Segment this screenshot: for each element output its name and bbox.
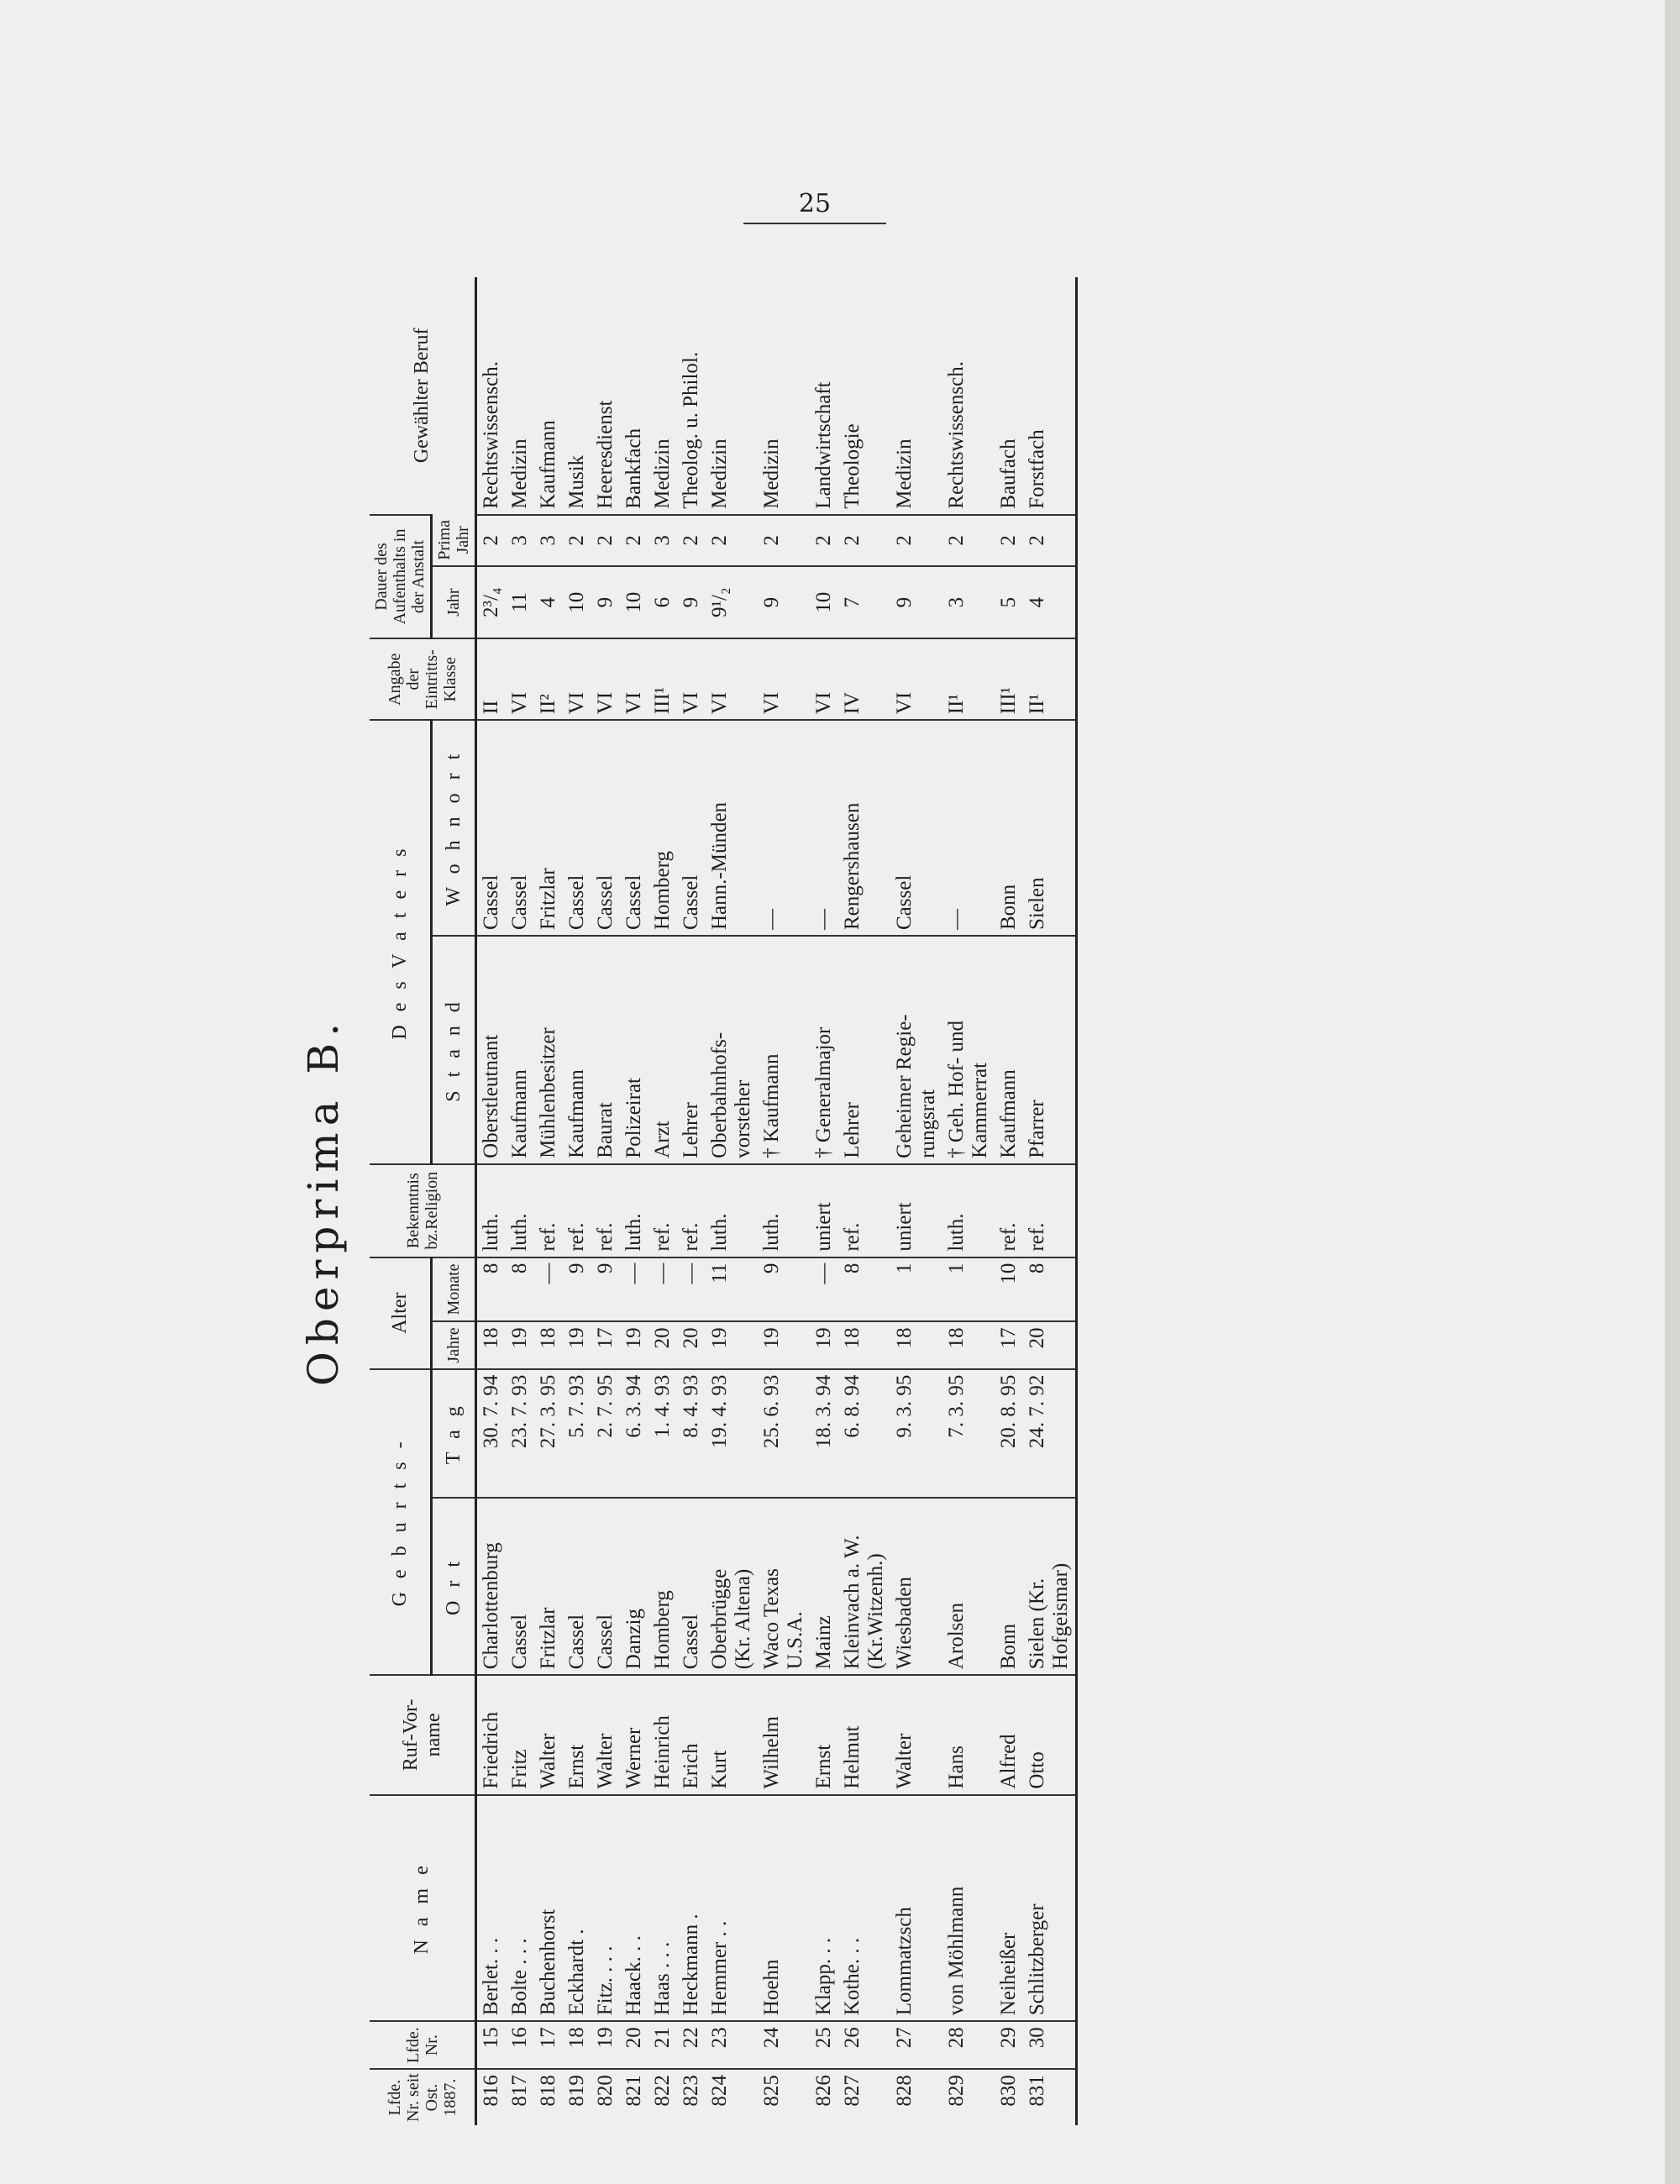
cell-birth-date: 25. 6. 93 bbox=[758, 1369, 810, 1498]
cell-career: Theologie bbox=[841, 423, 864, 509]
cell-career: Musik bbox=[565, 454, 588, 509]
header-beruf: Gewählter Beruf bbox=[370, 277, 476, 515]
page-number-rule bbox=[743, 223, 886, 224]
cell-entry-class: IV bbox=[838, 638, 890, 720]
table-row bbox=[995, 277, 1023, 2125]
cell-num: 22 bbox=[677, 2021, 706, 2069]
header-geb-ort: O r t bbox=[432, 1498, 476, 1675]
cell-father-occupation: † Kaufmann bbox=[758, 936, 810, 1164]
cell-years-school: 3 bbox=[942, 566, 995, 638]
page-number: 25 bbox=[798, 189, 832, 218]
cell-birth-date: 7. 3. 95 bbox=[942, 1369, 995, 1498]
cell-father-residence: Cassel bbox=[677, 720, 706, 936]
cell-birth-date: 6. 8. 94 bbox=[838, 1369, 890, 1498]
cell-career: Forstfach bbox=[1023, 277, 1077, 515]
cell-religion: ref. bbox=[995, 1164, 1023, 1257]
cell-age-years: 19 bbox=[810, 1321, 838, 1368]
header-num: Lfde. Nr. bbox=[370, 2021, 476, 2069]
cell-entry-class: VI bbox=[758, 638, 810, 720]
header-row-1 bbox=[370, 277, 432, 2125]
cell-birth-date: 19. 4. 93 bbox=[706, 1369, 758, 1498]
cell-entry-class: VI bbox=[563, 638, 591, 720]
cell-rufname: Alfred bbox=[995, 1675, 1023, 1794]
cell-num: 28 bbox=[942, 2021, 995, 2069]
cell-religion: ref. bbox=[1023, 1164, 1077, 1257]
cell-father-residence: Cassel bbox=[563, 720, 591, 936]
cell-name: Berlet. . . bbox=[476, 1795, 507, 2022]
header-alter-monate: Monate bbox=[432, 1257, 476, 1322]
cell-years-prima: 2 bbox=[591, 515, 620, 566]
header-name: N a m e bbox=[370, 1795, 476, 2022]
cell-age-months: 11 bbox=[706, 1257, 758, 1322]
cell-age-years: 19 bbox=[706, 1321, 758, 1368]
cell-age-years: 18 bbox=[942, 1321, 995, 1368]
cell-name: von Möhlmann bbox=[942, 1795, 995, 2022]
cell-age-years: 17 bbox=[995, 1321, 1023, 1368]
cell-birth-date: 1. 4. 93 bbox=[648, 1369, 677, 1498]
cell-birth-date: 6. 3. 94 bbox=[620, 1369, 648, 1498]
cell-religion: ref. bbox=[838, 1164, 890, 1257]
cell-years-school: 9¹/₂ bbox=[706, 566, 758, 638]
cell-father-occupation: Lehrer bbox=[838, 936, 890, 1164]
cell-entry-class: VI bbox=[706, 638, 758, 720]
cell-father-residence: Cassel bbox=[476, 720, 507, 936]
cell-age-years: 19 bbox=[620, 1321, 648, 1368]
cell-career: Rechtswissensch. bbox=[480, 361, 502, 509]
cell-age-months: 10 bbox=[995, 1257, 1023, 1322]
cell-age-months: 8 bbox=[1023, 1257, 1077, 1322]
cell-num-since: 825 bbox=[758, 2069, 810, 2125]
cell-num-since: 818 bbox=[534, 2069, 563, 2125]
cell-num: 26 bbox=[838, 2021, 890, 2069]
cell-num-since: 827 bbox=[838, 2069, 890, 2125]
cell-rufname: Heinrich bbox=[648, 1675, 677, 1794]
cell-rufname: Walter bbox=[890, 1675, 942, 1794]
cell-age-years: 19 bbox=[563, 1321, 591, 1368]
table-body bbox=[476, 277, 1077, 2125]
cell-birth-date: 5. 7. 93 bbox=[563, 1369, 591, 1498]
cell-career: Rechtswissensch. bbox=[945, 361, 968, 509]
cell-religion: uniert bbox=[810, 1164, 838, 1257]
cell-career: Medizin bbox=[651, 438, 674, 509]
cell-age-years: 19 bbox=[506, 1321, 534, 1368]
cell-rufname: Helmut bbox=[838, 1675, 890, 1794]
cell-years-school: 4 bbox=[534, 566, 563, 638]
cell-age-months: — bbox=[620, 1257, 648, 1322]
cell-birth-place: Charlottenburg bbox=[476, 1498, 507, 1675]
cell-birth-place: Kleinvach a. W. (Kr.Witzenh.) bbox=[838, 1498, 890, 1675]
cell-age-months: 9 bbox=[591, 1257, 620, 1322]
cell-father-occupation: † Geh. Hof- und Kammerrat bbox=[942, 936, 995, 1164]
cell-name: Bolte . . . bbox=[506, 1795, 534, 2022]
table-title: Oberprima B. bbox=[299, 1016, 348, 1387]
rotated-table-block bbox=[286, 277, 1445, 2125]
cell-religion: ref. bbox=[534, 1164, 563, 1257]
cell-num-since: 816 bbox=[476, 2069, 507, 2125]
cell-father-occupation: Kaufmann bbox=[995, 936, 1023, 1164]
cell-years-school: 11 bbox=[506, 566, 534, 638]
cell-age-months: 1 bbox=[942, 1257, 995, 1322]
cell-career: Heeresdienst bbox=[594, 400, 617, 509]
cell-religion: luth. bbox=[476, 1164, 507, 1257]
cell-years-prima: 2 bbox=[995, 515, 1023, 566]
cell-name: Haack. . . bbox=[620, 1795, 648, 2022]
cell-num: 25 bbox=[810, 2021, 838, 2069]
cell-name: Heckmann . bbox=[677, 1795, 706, 2022]
cell-years-prima: 3 bbox=[648, 515, 677, 566]
table-row bbox=[1023, 277, 1077, 2125]
cell-years-prima: 3 bbox=[534, 515, 563, 566]
cell-father-occupation: Kaufmann bbox=[563, 936, 591, 1164]
cell-religion: uniert bbox=[890, 1164, 942, 1257]
cell-age-years: 20 bbox=[648, 1321, 677, 1368]
cell-father-occupation: Polizeirat bbox=[620, 936, 648, 1164]
cell-name: Klapp. . . bbox=[810, 1795, 838, 2022]
cell-num-since: 826 bbox=[810, 2069, 838, 2125]
header-dauer-prima: Prima Jahr bbox=[432, 515, 476, 566]
cell-entry-class: VI bbox=[506, 638, 534, 720]
cell-birth-place: Cassel bbox=[591, 1498, 620, 1675]
table-row bbox=[534, 277, 563, 2125]
cell-num-since: 829 bbox=[942, 2069, 995, 2125]
cell-age-months: 8 bbox=[506, 1257, 534, 1322]
cell-num-since: 817 bbox=[506, 2069, 534, 2125]
cell-birth-place: Wiesbaden bbox=[890, 1498, 942, 1675]
cell-entry-class: VI bbox=[591, 638, 620, 720]
cell-birth-place: Fritzlar bbox=[534, 1498, 563, 1675]
cell-age-months: 8 bbox=[838, 1257, 890, 1322]
cell-num: 29 bbox=[995, 2021, 1023, 2069]
cell-years-school: 7 bbox=[838, 566, 890, 638]
table-row bbox=[942, 277, 995, 2125]
cell-rufname: Kurt bbox=[706, 1675, 758, 1794]
cell-age-months: 8 bbox=[476, 1257, 507, 1322]
cell-career: Kaufmann bbox=[537, 420, 559, 509]
cell-birth-date: 20. 8. 95 bbox=[995, 1369, 1023, 1498]
cell-birth-place: Sielen (Kr. Hofgeismar) bbox=[1023, 1498, 1077, 1675]
cell-name: Kothe. . . bbox=[838, 1795, 890, 2022]
cell-father-occupation: Geheimer Regie- rungsrat bbox=[890, 936, 942, 1164]
cell-num-since: 828 bbox=[890, 2069, 942, 2125]
cell-religion: ref. bbox=[591, 1164, 620, 1257]
cell-num-since: 830 bbox=[995, 2069, 1023, 2125]
cell-birth-date: 8. 4. 93 bbox=[677, 1369, 706, 1498]
cell-age-years: 17 bbox=[591, 1321, 620, 1368]
cell-rufname: Ernst bbox=[563, 1675, 591, 1794]
cell-rufname: Ernst bbox=[810, 1675, 838, 1794]
cell-entry-class: VI bbox=[620, 638, 648, 720]
cell-career: Medizin bbox=[508, 438, 531, 509]
cell-rufname: Friedrich bbox=[476, 1675, 507, 1794]
cell-name: Haas . . . bbox=[648, 1795, 677, 2022]
cell-num-since: 831 bbox=[1023, 2069, 1077, 2125]
cell-father-residence: — bbox=[810, 720, 838, 936]
table-row bbox=[620, 277, 648, 2125]
cell-rufname: Wilhelm bbox=[758, 1675, 810, 1794]
cell-father-residence: Cassel bbox=[506, 720, 534, 936]
cell-age-years: 18 bbox=[476, 1321, 507, 1368]
cell-birth-place: Oberbrügge (Kr. Altena) bbox=[706, 1498, 758, 1675]
cell-religion: luth. bbox=[942, 1164, 995, 1257]
cell-years-prima: 2 bbox=[706, 515, 758, 566]
cell-career: Landwirtschaft bbox=[812, 381, 835, 509]
cell-years-prima: 2 bbox=[1023, 515, 1077, 566]
table-row bbox=[476, 277, 507, 2125]
cell-birth-date: 9. 3. 95 bbox=[890, 1369, 942, 1498]
cell-num: 23 bbox=[706, 2021, 758, 2069]
cell-father-occupation: Arzt bbox=[648, 936, 677, 1164]
cell-father-occupation: Mühlenbesitzer bbox=[534, 936, 563, 1164]
cell-years-school: 2³/₄ bbox=[476, 566, 507, 638]
cell-age-years: 18 bbox=[534, 1321, 563, 1368]
table-row bbox=[677, 277, 706, 2125]
cell-years-school: 6 bbox=[648, 566, 677, 638]
cell-num-since: 821 bbox=[620, 2069, 648, 2125]
cell-num: 24 bbox=[758, 2021, 810, 2069]
cell-rufname: Otto bbox=[1023, 1675, 1077, 1794]
cell-birth-date: 27. 3. 95 bbox=[534, 1369, 563, 1498]
table-row bbox=[890, 277, 942, 2125]
cell-years-prima: 3 bbox=[506, 515, 534, 566]
cell-age-years: 18 bbox=[890, 1321, 942, 1368]
cell-age-years: 18 bbox=[838, 1321, 890, 1368]
cell-num-since: 820 bbox=[591, 2069, 620, 2125]
cell-father-residence: Hann.-Münden bbox=[706, 720, 758, 936]
cell-years-prima: 2 bbox=[890, 515, 942, 566]
cell-years-school: 4 bbox=[1023, 566, 1077, 638]
cell-num: 30 bbox=[1023, 2021, 1077, 2069]
student-table bbox=[370, 277, 1078, 2125]
table-row bbox=[506, 277, 534, 2125]
cell-entry-class: VI bbox=[677, 638, 706, 720]
cell-father-residence: Sielen bbox=[1023, 720, 1077, 936]
header-num-since: Lfde. Nr. seit Ost. 1887. bbox=[370, 2069, 476, 2125]
cell-entry-class: II¹ bbox=[1023, 638, 1077, 720]
cell-father-occupation: Baurat bbox=[591, 936, 620, 1164]
cell-years-school: 10 bbox=[620, 566, 648, 638]
cell-years-prima: 2 bbox=[677, 515, 706, 566]
cell-birth-place: Waco Texas U.S.A. bbox=[758, 1498, 810, 1675]
header-dauer: Dauer des Aufenthalts in der Anstalt bbox=[370, 515, 432, 639]
header-wohnort: W o h n o r t bbox=[432, 720, 476, 936]
cell-religion: luth. bbox=[506, 1164, 534, 1257]
cell-name: Fitz. . . . bbox=[591, 1795, 620, 2022]
cell-age-months: — bbox=[534, 1257, 563, 1322]
cell-religion: luth. bbox=[706, 1164, 758, 1257]
cell-num: 17 bbox=[534, 2021, 563, 2069]
cell-num-since: 822 bbox=[648, 2069, 677, 2125]
cell-birth-date: 24. 7. 92 bbox=[1023, 1369, 1077, 1498]
cell-father-residence: Cassel bbox=[620, 720, 648, 936]
cell-father-residence: Fritzlar bbox=[534, 720, 563, 936]
cell-father-residence: — bbox=[758, 720, 810, 936]
cell-career: Bankfach bbox=[622, 428, 645, 509]
table-row bbox=[758, 277, 810, 2125]
cell-father-occupation: Lehrer bbox=[677, 936, 706, 1164]
cell-entry-class: VI bbox=[890, 638, 942, 720]
cell-birth-place: Danzig bbox=[620, 1498, 648, 1675]
cell-name: Hemmer . . bbox=[706, 1795, 758, 2022]
table-row bbox=[648, 277, 677, 2125]
header-vater: D e s V a t e r s bbox=[370, 720, 432, 1164]
header-dauer-anstalt: Jahr bbox=[432, 566, 476, 638]
cell-birth-place: Arolsen bbox=[942, 1498, 995, 1675]
cell-years-prima: 2 bbox=[758, 515, 810, 566]
cell-age-years: 19 bbox=[758, 1321, 810, 1368]
cell-age-months: 9 bbox=[758, 1257, 810, 1322]
cell-years-prima: 2 bbox=[810, 515, 838, 566]
cell-rufname: Fritz bbox=[506, 1675, 534, 1794]
cell-name: Buchenhorst bbox=[534, 1795, 563, 2022]
cell-career: Baufach bbox=[997, 438, 1020, 509]
cell-career: Medizin bbox=[708, 438, 731, 509]
cell-birth-place: Cassel bbox=[506, 1498, 534, 1675]
cell-age-months: 9 bbox=[563, 1257, 591, 1322]
cell-years-prima: 2 bbox=[476, 515, 507, 566]
cell-entry-class: VI bbox=[810, 638, 838, 720]
cell-num: 16 bbox=[506, 2021, 534, 2069]
cell-religion: luth. bbox=[758, 1164, 810, 1257]
cell-years-school: 10 bbox=[810, 566, 838, 638]
table-row bbox=[591, 277, 620, 2125]
cell-rufname: Walter bbox=[534, 1675, 563, 1794]
cell-father-residence: Rengershausen bbox=[838, 720, 890, 936]
cell-father-occupation: Pfarrer bbox=[1023, 936, 1077, 1164]
cell-num: 21 bbox=[648, 2021, 677, 2069]
cell-rufname: Werner bbox=[620, 1675, 648, 1794]
cell-name: Eckhardt . bbox=[563, 1795, 591, 2022]
cell-religion: ref. bbox=[563, 1164, 591, 1257]
cell-num: 15 bbox=[476, 2021, 507, 2069]
cell-age-months: — bbox=[648, 1257, 677, 1322]
table-row bbox=[563, 277, 591, 2125]
cell-birth-date: 2. 7. 95 bbox=[591, 1369, 620, 1498]
cell-years-school: 10 bbox=[563, 566, 591, 638]
cell-birth-date: 30. 7. 94 bbox=[476, 1369, 507, 1498]
cell-entry-class: III¹ bbox=[995, 638, 1023, 720]
cell-birth-place: Bonn bbox=[995, 1498, 1023, 1675]
cell-age-years: 20 bbox=[1023, 1321, 1077, 1368]
page-edge bbox=[1665, 0, 1680, 2184]
cell-father-residence: Homberg bbox=[648, 720, 677, 936]
cell-birth-place: Cassel bbox=[563, 1498, 591, 1675]
cell-entry-class: III¹ bbox=[648, 638, 677, 720]
cell-religion: ref. bbox=[648, 1164, 677, 1257]
cell-career: Medizin bbox=[893, 438, 916, 509]
cell-father-residence: — bbox=[942, 720, 995, 936]
cell-age-years: 20 bbox=[677, 1321, 706, 1368]
cell-birth-date: 18. 3. 94 bbox=[810, 1369, 838, 1498]
table-row bbox=[810, 277, 838, 2125]
cell-age-months: 1 bbox=[890, 1257, 942, 1322]
cell-entry-class: II¹ bbox=[942, 638, 995, 720]
cell-name: Hoehn bbox=[758, 1795, 810, 2022]
cell-birth-place: Cassel bbox=[677, 1498, 706, 1675]
cell-rufname: Walter bbox=[591, 1675, 620, 1794]
cell-career: Theolog. u. Philol. bbox=[680, 351, 702, 509]
cell-birth-date: 23. 7. 93 bbox=[506, 1369, 534, 1498]
cell-rufname: Erich bbox=[677, 1675, 706, 1794]
cell-father-occupation: Kaufmann bbox=[506, 936, 534, 1164]
cell-father-residence: Bonn bbox=[995, 720, 1023, 936]
cell-religion: luth. bbox=[620, 1164, 648, 1257]
cell-num: 19 bbox=[591, 2021, 620, 2069]
cell-years-school: 9 bbox=[758, 566, 810, 638]
cell-father-occupation: Oberbahnhofs- vorsteher bbox=[706, 936, 758, 1164]
cell-years-prima: 2 bbox=[563, 515, 591, 566]
cell-birth-place: Homberg bbox=[648, 1498, 677, 1675]
header-alter: Alter bbox=[370, 1257, 432, 1369]
header-rufname: Ruf-Vor-name bbox=[370, 1675, 476, 1794]
header-geburt: G e b u r t s - bbox=[370, 1369, 432, 1676]
cell-birth-place: Mainz bbox=[810, 1498, 838, 1675]
cell-num-since: 819 bbox=[563, 2069, 591, 2125]
table-row bbox=[838, 277, 890, 2125]
cell-father-residence: Cassel bbox=[890, 720, 942, 936]
cell-num: 20 bbox=[620, 2021, 648, 2069]
header-klasse: Angabe der Eintritts-Klasse bbox=[370, 638, 476, 720]
header-stand: S t a n d bbox=[432, 936, 476, 1164]
cell-years-prima: 2 bbox=[942, 515, 995, 566]
header-bekenntnis: Bekenntnis bz.Religion bbox=[370, 1164, 476, 1257]
cell-father-residence: Cassel bbox=[591, 720, 620, 936]
cell-entry-class: II² bbox=[534, 638, 563, 720]
cell-rufname: Hans bbox=[942, 1675, 995, 1794]
cell-num: 27 bbox=[890, 2021, 942, 2069]
cell-num: 18 bbox=[563, 2021, 591, 2069]
cell-years-prima: 2 bbox=[838, 515, 890, 566]
cell-entry-class: II bbox=[476, 638, 507, 720]
cell-years-school: 9 bbox=[591, 566, 620, 638]
header-geb-tag: T a g bbox=[432, 1369, 476, 1498]
cell-age-months: — bbox=[677, 1257, 706, 1322]
cell-name: Neiheißer bbox=[995, 1795, 1023, 2022]
cell-age-months: — bbox=[810, 1257, 838, 1322]
cell-career: Medizin bbox=[760, 438, 783, 509]
cell-years-school: 5 bbox=[995, 566, 1023, 638]
cell-father-occupation: Oberstleutnant bbox=[476, 936, 507, 1164]
cell-num-since: 823 bbox=[677, 2069, 706, 2125]
cell-religion: ref. bbox=[677, 1164, 706, 1257]
cell-name: Schlitzberger bbox=[1023, 1795, 1077, 2022]
cell-num-since: 824 bbox=[706, 2069, 758, 2125]
table-row bbox=[706, 277, 758, 2125]
cell-years-school: 9 bbox=[677, 566, 706, 638]
cell-years-prima: 2 bbox=[620, 515, 648, 566]
cell-name: Lommatzsch bbox=[890, 1795, 942, 2022]
cell-years-school: 9 bbox=[890, 566, 942, 638]
cell-father-occupation: † Generalmajor bbox=[810, 936, 838, 1164]
header-alter-jahre: Jahre bbox=[432, 1321, 476, 1368]
